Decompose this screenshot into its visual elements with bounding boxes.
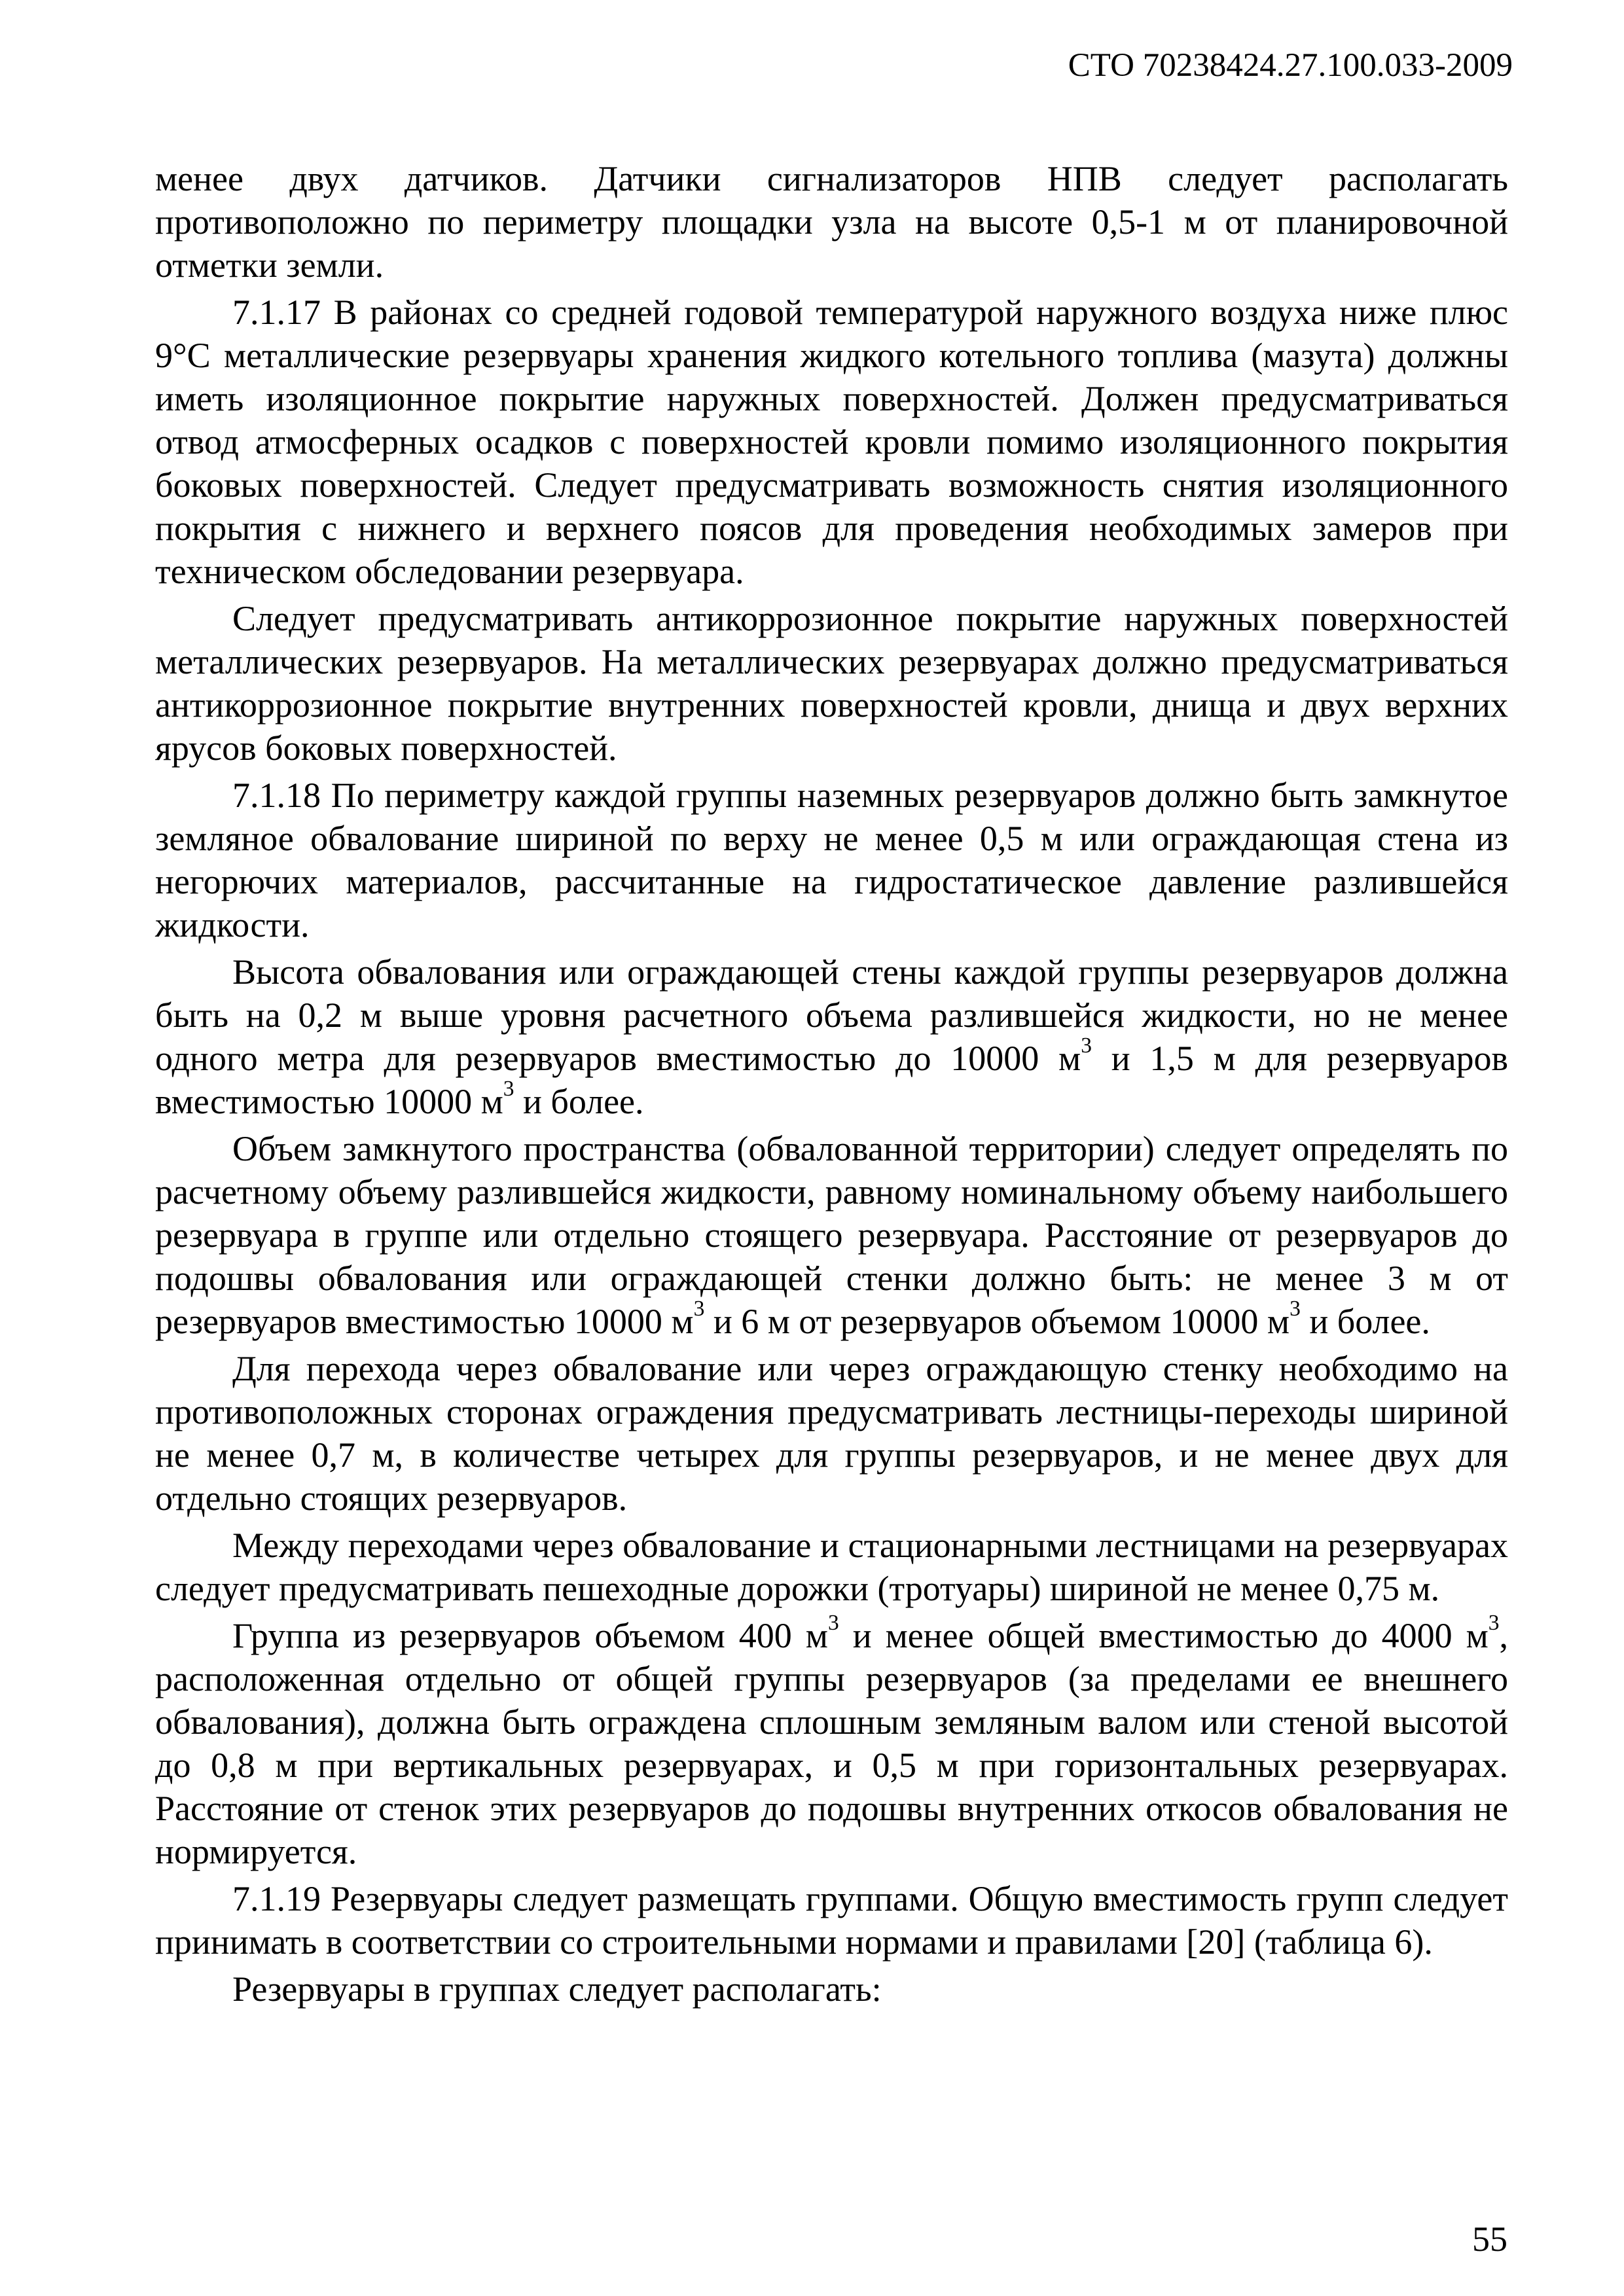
- superscript-cubic: 3: [1081, 1033, 1092, 1058]
- paragraph-tank-arrangement: Резервуары в группах следует располагать:: [232, 1969, 882, 2009]
- paragraph-crossing-ladders: Для перехода через обвалование или через ограждающую стенку необходимо на противоположных сторонах ограждения предусматривать лестницы-переходы шириной не менее 0,7 м, в количестве четырех для группы резервуаров, и не менее двух для отдельно стоящих резервуаров.: [155, 1349, 1508, 1518]
- superscript-cubic: 3: [693, 1297, 705, 1321]
- superscript-cubic: 3: [1488, 1611, 1500, 1636]
- superscript-cubic: 3: [503, 1077, 514, 1102]
- paragraph-7-1-18: 7.1.18 По периметру каждой группы наземных резервуаров должно быть замкнутое земляное обвалование шириной по верху не менее 0,5 м или ограждающая стена из негорючих материалов, рассчитанные на гидростатическое давление разлившейся жидкости.: [155, 776, 1508, 944]
- page-number: 55: [1472, 2219, 1507, 2259]
- paragraph-anticorrosion: Следует предусматривать антикоррозионное покрытие наружных поверхностей металлических резервуаров. На металлических резервуарах должно предусматриваться антикоррозионное покрытие внутренних поверхностей кровли, днища и двух верхних ярусов боковых поверхностей.: [155, 599, 1508, 768]
- superscript-cubic: 3: [827, 1611, 839, 1636]
- paragraph-7-1-17: 7.1.17 В районах со средней годовой температурой наружного воздуха ниже плюс 9°С металлические резервуары хранения жидкого котельного топлива (мазута) должны иметь изоляционное покрытие наружных поверхностей. Должен предусматриваться отвод атмосферных осадков с поверхностей кровли помимо изоляционного покрытия боковых поверхностей. Следует предусматривать возможность снятия изоляционного покрытия с нижнего и верхнего поясов для проведения необходимых замеров при техническом обследовании резервуара.: [155, 293, 1508, 591]
- paragraph-enclosed-volume: Объем замкнутого пространства (обвалованной территории) следует определять по расчетному объему разлившейся жидкости, равному номинальному объему наибольшего резервуара в группе или отдельно стоящего резервуара. Расстояние от резервуаров до подошвы обвалования или ограждающей стенки должно быть: не менее 3 м от резервуаров вместимостью 10000 $м^3$ и 6 м от резервуаров объемом 10000 $м^3$ и более.: [155, 1129, 1508, 1341]
- document-code-header: СТО 70238424.27.100.033-2009: [1068, 47, 1513, 84]
- document-body: [155, 157, 1508, 2011]
- paragraph-7-1-19: 7.1.19 Резервуары следует размещать группами. Общую вместимость групп следует принимать в соответствии со строительными нормами и правилами [20] (таблица 6).: [155, 1879, 1508, 1962]
- paragraph-walkways: Между переходами через обвалование и стационарными лестницами на резервуарах следует предусматривать пешеходные дорожки (тротуары) шириной не менее 0,75 м.: [155, 1526, 1508, 1608]
- paragraph-sensor-placement: менее двух датчиков. Датчики сигнализаторов НПВ следует располагать противоположно по периметру площадки узла на высоте 0,5-1 м от планировочной отметки земли.: [155, 159, 1508, 285]
- paragraph-small-tank-group: Группа из резервуаров объемом 400 $м^3$ и менее общей вместимостью до 4000 $м^3$, расположенная отдельно от общей группы резервуаров (за пределами ее внешнего обвалования), должна быть ограждена сплошным земляным валом или стеной высотой до 0,8 м при вертикальных резервуарах, и 0,5 м при горизонтальных резервуарах. Расстояние от стенок этих резервуаров до подошвы внутренних откосов обвалования не нормируется.: [155, 1611, 1509, 1871]
- paragraph-embankment-height: Высота обвалования или ограждающей стены каждой группы резервуаров должна быть на 0,2 м выше уровня расчетного объема разлившейся жидкости, но не менее одного метра для резервуаров вместимостью до 10000 $м^3$ и 1,5 м для резервуаров вместимостью 10000 $м^3$ и более.: [155, 952, 1508, 1121]
- superscript-cubic: 3: [1290, 1297, 1301, 1321]
